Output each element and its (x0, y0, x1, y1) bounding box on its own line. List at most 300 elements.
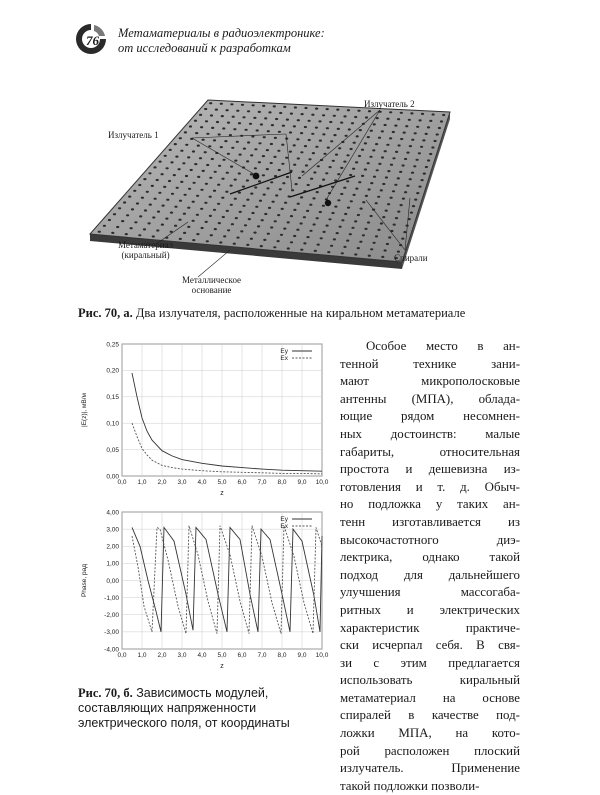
spiral-dot (164, 155, 167, 157)
spiral-dot (293, 125, 296, 127)
spiral-dot (394, 125, 397, 127)
spiral-dot (416, 126, 419, 128)
spiral-dot (197, 176, 200, 178)
spiral-dot (226, 210, 229, 212)
spiral-dot (287, 247, 290, 249)
spiral-dot (291, 189, 294, 191)
spiral-dot (258, 111, 261, 113)
spiral-dot (315, 127, 318, 129)
spiral-dot (335, 154, 338, 156)
spiral-dot (246, 199, 249, 201)
spiral-dot (227, 122, 230, 124)
spiral-dot (268, 111, 271, 113)
spiral-dot (333, 134, 336, 136)
spiral-dot (355, 188, 358, 190)
y-axis-label: Phase, рад (81, 563, 88, 598)
spiral-dot (246, 179, 249, 181)
spiral-dot (277, 240, 280, 242)
spiral-dot (322, 114, 325, 116)
spiral-dot (376, 169, 379, 171)
chart-field-phase (78, 506, 330, 671)
spiral-dot (380, 189, 383, 191)
spiral-dot (373, 242, 376, 244)
y-tick-label: 0,20 (106, 367, 119, 375)
spiral-dot (231, 147, 234, 149)
spiral-dot (282, 182, 285, 184)
spiral-dot (392, 131, 395, 133)
spiral-dot (252, 104, 255, 106)
spiral-dot (333, 115, 336, 117)
spiral-dot (381, 130, 384, 132)
label-emitter1: Излучатель 1 (108, 130, 159, 140)
spiral-dot (148, 222, 151, 224)
spiral-dot (384, 150, 387, 152)
spiral-dot (282, 125, 285, 127)
spiral-dot (402, 198, 405, 200)
spiral-dot (293, 144, 296, 146)
spiral-dot (270, 181, 273, 183)
running-header-line1: Метаматериалы в радиоэлектронике: (118, 26, 325, 40)
legend-label: Ex (280, 523, 288, 530)
spiral-dot (210, 234, 213, 236)
spiral-dot (239, 154, 242, 156)
spiral-dot (361, 149, 364, 151)
spiral-dot (367, 162, 370, 164)
spiral-dot (232, 116, 235, 118)
spiral-dot (219, 241, 222, 243)
spiral-dot (180, 150, 183, 152)
spiral-dot (306, 210, 309, 212)
label-emitter2: Излучатель 2 (364, 99, 415, 109)
spiral-dot (133, 190, 136, 192)
spiral-dot (405, 125, 408, 127)
spiral-dot (246, 160, 249, 162)
spiral-dot (261, 219, 264, 221)
spiral-dot (209, 102, 212, 104)
spiral-dot (190, 169, 193, 171)
spiral-dot (205, 221, 208, 223)
page-number: 76 (86, 33, 99, 48)
spiral-dot (238, 192, 241, 194)
body-text-line: использовать киральный (340, 673, 520, 688)
spiral-dot (264, 117, 267, 119)
spiral-dot (220, 146, 223, 148)
spiral-dot (179, 238, 182, 240)
spiral-dot (400, 138, 403, 140)
spiral-dot (183, 213, 186, 215)
spiral-dot (152, 235, 155, 237)
spiral-dot (402, 164, 405, 166)
spiral-dot (222, 127, 225, 129)
spiral-dot (230, 204, 233, 206)
spiral-dot (204, 202, 207, 204)
spiral-dot (304, 126, 307, 128)
spiral-dot (429, 120, 432, 122)
spiral-dot (395, 217, 398, 219)
spiral-dot (297, 119, 300, 121)
spiral-dot (397, 118, 400, 120)
spiral-dot (388, 236, 391, 238)
spiral-dot (290, 215, 293, 217)
spiral-dot (307, 184, 310, 186)
spiral-dot (196, 195, 199, 197)
spiral-dot (368, 110, 371, 112)
spiral-dot (345, 135, 348, 137)
spiral-dot (385, 176, 388, 178)
spiral-dot (326, 225, 329, 227)
caption-figure-b-text: Зависимость модулей, составляющих напряженности электрического поля, от координаты (78, 686, 290, 730)
spiral-dot (258, 180, 261, 182)
spiral-dot (310, 178, 313, 180)
spiral-dot (238, 172, 241, 174)
spiral-dot (270, 143, 273, 145)
spiral-dot (394, 184, 397, 186)
spiral-dot (436, 133, 439, 135)
spiral-dot (293, 235, 296, 237)
spiral-dot (185, 144, 188, 146)
spiral-dot (161, 224, 164, 226)
spiral-dot (317, 244, 320, 246)
spiral-dot (309, 204, 312, 206)
x-tick-label: 10,0 (315, 479, 329, 486)
spiral-dot (364, 142, 367, 144)
spiral-dot (210, 114, 213, 116)
spiral-dot (271, 124, 274, 126)
spiral-dot (368, 188, 371, 190)
y-tick-label: 3,00 (106, 526, 119, 534)
spiral-dot (279, 112, 282, 114)
y-tick-label: 0,00 (106, 473, 119, 481)
x-tick-label: 7,0 (257, 479, 267, 486)
spiral-dot (329, 121, 332, 123)
spiral-dot (284, 202, 287, 204)
spiral-dot (380, 222, 383, 224)
y-tick-label: 0,25 (106, 341, 119, 349)
spiral-dot (267, 233, 270, 235)
running-header (118, 26, 325, 56)
spiral-dot (357, 247, 360, 249)
spiral-dot (427, 159, 430, 161)
spiral-dot (279, 188, 282, 190)
body-text-line: ных достоинств: малые (340, 426, 520, 441)
spiral-dot (231, 223, 234, 225)
spiral-dot (369, 156, 372, 158)
spiral-dot (113, 213, 116, 215)
spiral-dot (404, 191, 407, 193)
spiral-dot (200, 208, 203, 210)
spiral-dot (300, 249, 303, 251)
spiral-dot (138, 184, 141, 186)
spiral-dot (368, 255, 371, 257)
spiral-dot (367, 136, 370, 138)
spiral-dot (121, 220, 124, 222)
spiral-dot (139, 215, 142, 217)
spiral-dot (221, 115, 224, 117)
spiral-dot (308, 158, 311, 160)
spiral-dot (429, 153, 432, 155)
spiral-dot (382, 183, 385, 185)
caption-figure-b-number: Рис. 70, б. (78, 686, 133, 700)
x-tick-label: 9,0 (297, 652, 307, 659)
spiral-dot (278, 169, 281, 171)
spiral-dot (414, 132, 417, 134)
spiral-dot (432, 113, 435, 115)
spiral-dot (360, 208, 363, 210)
spiral-dot (200, 189, 203, 191)
spiral-dot (187, 207, 190, 209)
spiral-dot (253, 232, 256, 234)
spiral-dot (204, 151, 207, 153)
spiral-dot (125, 233, 128, 235)
y-tick-label: 0,00 (106, 577, 119, 585)
spiral-dot (339, 226, 342, 228)
spiral-dot (275, 118, 278, 120)
x-tick-label: 6,0 (237, 652, 247, 659)
spiral-dot (305, 164, 308, 166)
spiral-dot (361, 175, 364, 177)
spiral-dot (209, 196, 212, 198)
spiral-dot (192, 239, 195, 241)
spiral-dot (188, 188, 191, 190)
spiral-dot (182, 162, 185, 164)
spiral-dot (322, 133, 325, 135)
spiral-dot (250, 193, 253, 195)
spiral-dot (327, 147, 330, 149)
spiral-dot (331, 212, 334, 214)
spiral-dot (260, 123, 263, 125)
spiral-dot (316, 191, 319, 193)
y-axis-label: |E(z)|, мВ/м (81, 393, 88, 427)
spiral-dot (382, 216, 385, 218)
spiral-dot (408, 119, 411, 121)
label-metal-base-line1: Металлическое (182, 275, 242, 285)
spiral-dot (251, 212, 254, 214)
body-text-line: но подложка у таких ан- (340, 497, 520, 512)
spiral-dot (193, 182, 196, 184)
spiral-dot (350, 200, 353, 202)
spiral-dot (158, 192, 161, 194)
spiral-dot (393, 224, 396, 226)
spiral-dot (416, 159, 419, 161)
spiral-dot (178, 168, 181, 170)
spiral-dot (247, 110, 250, 112)
spiral-dot (268, 207, 271, 209)
spiral-dot (413, 165, 416, 167)
spiral-dot (418, 152, 421, 154)
spiral-dot (333, 238, 336, 240)
spiral-dot (180, 181, 183, 183)
spiral-dot (156, 179, 159, 181)
spiral-dot (230, 103, 233, 105)
spiral-dot (418, 186, 421, 188)
spiral-dot (294, 106, 297, 108)
spiral-dot (194, 163, 197, 165)
spiral-dot (209, 177, 212, 179)
spiral-dot (262, 155, 265, 157)
spiral-dot (343, 246, 346, 248)
caption-figure-a-text: Два излучателя, расположенные на киральном метаматериале (135, 306, 466, 320)
legend-label: Ex (280, 355, 288, 362)
spiral-dot (362, 201, 365, 203)
spiral-dot (215, 109, 218, 111)
spiral-dot (108, 219, 111, 221)
spiral-dot (206, 164, 209, 166)
spiral-dot (204, 108, 207, 110)
spiral-dot (420, 146, 423, 148)
spiral-dot (390, 164, 393, 166)
spiral-dot (197, 145, 200, 147)
spiral-dot (410, 212, 413, 214)
x-tick-label: 8,0 (277, 479, 287, 486)
spiral-dot (295, 183, 298, 185)
x-tick-label: 1,0 (137, 652, 147, 659)
spiral-dot (289, 131, 292, 133)
spiral-dot (296, 138, 299, 140)
spiral-dot (304, 107, 307, 109)
spiral-dot (322, 205, 325, 207)
spiral-dot (389, 137, 392, 139)
spiral-dot (205, 120, 208, 122)
spiral-dot (336, 109, 339, 111)
spiral-dot (318, 120, 321, 122)
spiral-dot (163, 186, 166, 188)
spiral-dot (367, 221, 370, 223)
spiral-dot (267, 130, 270, 132)
spiral-dot (175, 156, 178, 158)
spiral-dot (312, 197, 315, 199)
spiral-dot (378, 163, 381, 165)
spiral-dot (126, 214, 129, 216)
x-tick-label: 0,0 (117, 652, 127, 659)
spiral-dot (286, 119, 289, 121)
spiral-dot (283, 228, 286, 230)
spiral-dot (365, 116, 368, 118)
spiral-dot (344, 213, 347, 215)
y-tick-label: 1,00 (106, 560, 119, 568)
spiral-dot (381, 156, 384, 158)
spiral-dot (178, 219, 181, 221)
spiral-dot (189, 125, 192, 127)
body-text-line: ски исчерпал себя. В свя- (340, 638, 520, 653)
running-header-line2: от исследований к разработкам (118, 41, 291, 55)
spiral-dot (174, 206, 177, 208)
spiral-dot (248, 218, 251, 220)
spiral-dot (234, 198, 237, 200)
spiral-dot (239, 211, 242, 213)
spiral-dot (303, 242, 306, 244)
spiral-dot (311, 133, 314, 135)
spiral-dot (343, 161, 346, 163)
spiral-dot (151, 185, 154, 187)
spiral-dot (387, 203, 390, 205)
spiral-dot (281, 163, 284, 165)
spiral-dot (400, 112, 403, 114)
spiral-dot (370, 248, 373, 250)
spiral-dot (254, 148, 257, 150)
spiral-dot (183, 232, 186, 234)
spiral-dot (162, 205, 165, 207)
spiral-dot (409, 145, 412, 147)
spiral-dot (348, 128, 351, 130)
spiral-dot (213, 209, 216, 211)
spiral-dot (406, 185, 409, 187)
spiral-dot (266, 149, 269, 151)
spiral-dot (410, 112, 413, 114)
spiral-dot (330, 245, 333, 247)
body-text-line: антенны (МПА), облада- (340, 391, 520, 406)
caption-figure-a (78, 306, 465, 321)
spiral-dot (233, 243, 236, 245)
spiral-dot (308, 139, 311, 141)
spiral-dot (230, 185, 233, 187)
caption-figure-b (78, 686, 348, 731)
spiral-dot (274, 220, 277, 222)
body-text-line: тенной технике зани- (340, 356, 520, 371)
spiral-dot (213, 139, 216, 141)
spiral-dot (250, 173, 253, 175)
spiral-dot (152, 216, 155, 218)
spiral-dot (323, 231, 326, 233)
spiral-dot (199, 157, 202, 159)
spiral-dot (347, 207, 350, 209)
x-tick-label: 8,0 (277, 652, 287, 659)
spiral-dot (422, 139, 425, 141)
spiral-dot (241, 104, 244, 106)
spiral-dot (227, 229, 230, 231)
spiral-dot (263, 136, 266, 138)
spiral-dot (372, 149, 375, 151)
chart-field-magnitude (78, 338, 330, 498)
spiral-dot (359, 129, 362, 131)
body-text-line: лектрика, однако такой (340, 550, 520, 565)
label-metamaterial-line2: (киральный) (121, 250, 170, 260)
body-text-line: подход для дальнейшего (340, 567, 520, 582)
spiral-dot (257, 225, 260, 227)
spiral-dot (263, 239, 266, 241)
spiral-dot (403, 132, 406, 134)
spiral-dot (411, 172, 414, 174)
body-text-line: улучшения массогаба- (340, 585, 520, 600)
spiral-dot (250, 154, 253, 156)
spiral-dot (397, 211, 400, 213)
body-text-line: спиралей в качестве под- (340, 708, 520, 723)
spiral-dot (303, 216, 306, 218)
body-text-column (340, 338, 520, 795)
spiral-dot (250, 238, 253, 240)
spiral-dot (148, 172, 151, 174)
spiral-dot (205, 183, 208, 185)
spiral-dot (313, 223, 316, 225)
spiral-dot (349, 174, 352, 176)
spiral-dot (103, 225, 106, 227)
spiral-dot (244, 224, 247, 226)
spiral-dot (192, 220, 195, 222)
spiral-dot (431, 146, 434, 148)
spiral-dot (373, 176, 376, 178)
spiral-dot (326, 108, 329, 110)
spiral-dot (365, 195, 368, 197)
spiral-dot (326, 127, 329, 129)
y-tick-label: 0,15 (106, 394, 119, 402)
spiral-dot (202, 170, 205, 172)
spiral-dot (398, 144, 401, 146)
spiral-dot (351, 122, 354, 124)
spiral-dot (242, 116, 245, 118)
spiral-dot (238, 122, 241, 124)
spiral-dot (275, 194, 278, 196)
spiral-dot (146, 191, 149, 193)
spiral-dot (277, 214, 280, 216)
